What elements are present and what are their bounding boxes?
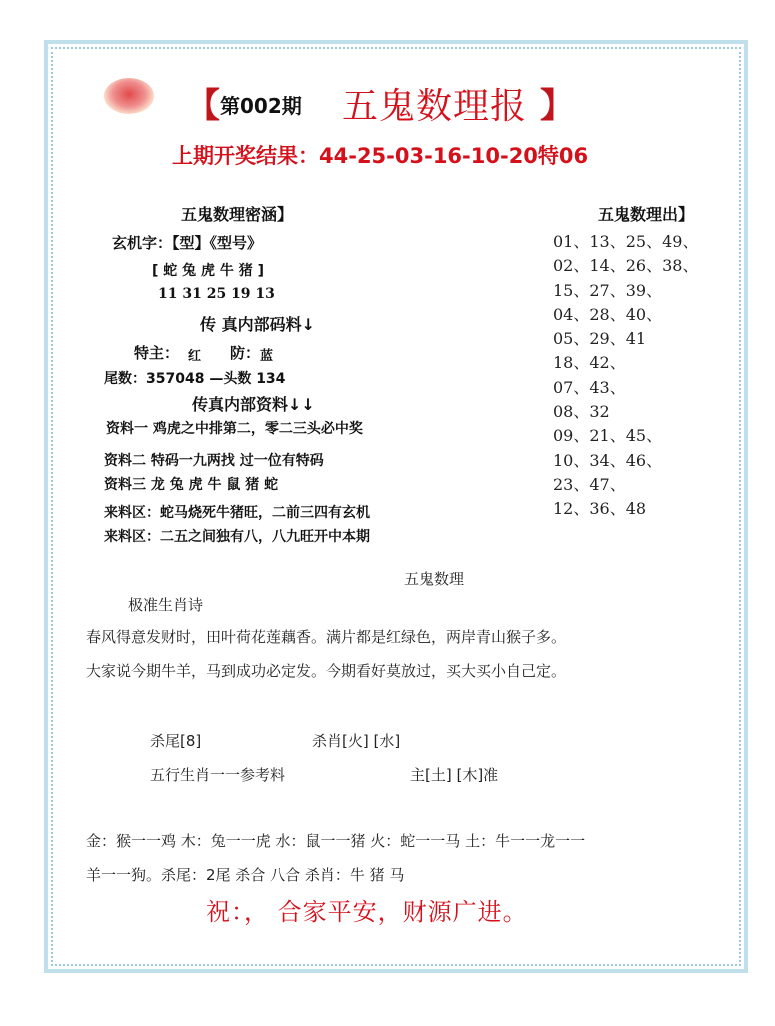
issue-number: 第002期 [220, 94, 302, 118]
poem-line-1: 春风得意发财时，田叶荷花莲藕香。满片都是红绿色，两岸青山猴子多。 [86, 628, 567, 646]
weishu-text: 尾数：357048 —头数 134 [104, 371, 286, 387]
poem-subheading: 极准生肖诗 [128, 596, 204, 614]
tezhu-value: 红 [188, 349, 202, 364]
kill-tail: 杀尾[8] [150, 732, 202, 750]
number-row: 01、13、25、49、 [553, 232, 699, 251]
elements-line-1: 金：猴一一鸡 木：兔一一虎 水：鼠一一猪 火：蛇一一马 土：牛一一龙一一 [86, 832, 586, 850]
number-row: 23、47、 [553, 474, 626, 494]
number-row: 15、27、39、 [553, 280, 663, 300]
number-row: 18、42、 [553, 353, 626, 373]
poem-line-2: 大家说今期牛羊，马到成功必定发。今期看好莫放过，买大买小自己定。 [86, 662, 567, 680]
elements-line-2: 羊一一狗。杀尾：2尾 杀合 八合 杀肖：牛 猪 马 [86, 866, 405, 884]
last-result: 上期开奖结果：44-25-03-16-10-20特06 [172, 144, 589, 168]
tezhu-label: 特主： [134, 344, 180, 362]
number-row: 02、14、26、38、 [553, 256, 699, 276]
number-row: 08、32 [553, 402, 610, 422]
number-row: 04、28、40、 [553, 304, 663, 324]
kill-zodiac: 杀肖[火] [水] [312, 732, 401, 750]
ziliao-1: 资料一 鸡虎之中排第二，零二三头必中奖 [106, 421, 363, 437]
title-bracket-open: 【 [186, 86, 220, 126]
xuanji-text: 玄机字：【型】《型号》 [112, 234, 263, 252]
number-row: 12、36、48 [553, 499, 647, 519]
section-secret: 五鬼数理密涵】 [181, 205, 294, 224]
main-element: 主[土] [木]准 [410, 766, 499, 784]
number-row: 09、21、45、 [553, 426, 663, 446]
blessing: 祝：， 合家平安，财源广进。 [206, 898, 528, 926]
fang-label: 防： [230, 344, 261, 362]
zodiac-list: [ 蛇 兔 虎 牛 猪 ] [152, 263, 265, 279]
number-list [553, 230, 698, 522]
numbers-heading: 五鬼数理出】 [598, 205, 695, 224]
laiqu-1: 来料区：蛇马烧死牛猪旺，二前三四有玄机 [104, 505, 370, 521]
number-row: 05、29、41 [553, 329, 647, 349]
fax-info-heading: 传真内部资料↓↓ [192, 395, 315, 414]
number-row: 07、43、 [553, 377, 626, 397]
newspaper-title: 五鬼数理报 [342, 86, 528, 127]
ziliao-2: 资料二 特码一九两找 过一位有特码 [104, 453, 324, 469]
fax-code-heading: 传 真内部码料↓ [200, 315, 315, 334]
five-elements-ref: 五行生肖一一参考料 [150, 766, 286, 784]
poem-heading: 五鬼数理 [404, 570, 465, 588]
zodiac-numbers: 11 31 25 19 13 [158, 286, 275, 302]
ziliao-3: 资料三 龙 兔 虎 牛 鼠 猪 蛇 [104, 477, 279, 493]
lips-logo [104, 78, 154, 114]
number-row: 10、34、46、 [553, 450, 663, 470]
laiqu-2: 来料区：二五之间独有八，八九旺开中本期 [104, 529, 370, 545]
title-bracket-close: 】 [540, 86, 574, 126]
fang-value: 蓝 [260, 349, 274, 364]
